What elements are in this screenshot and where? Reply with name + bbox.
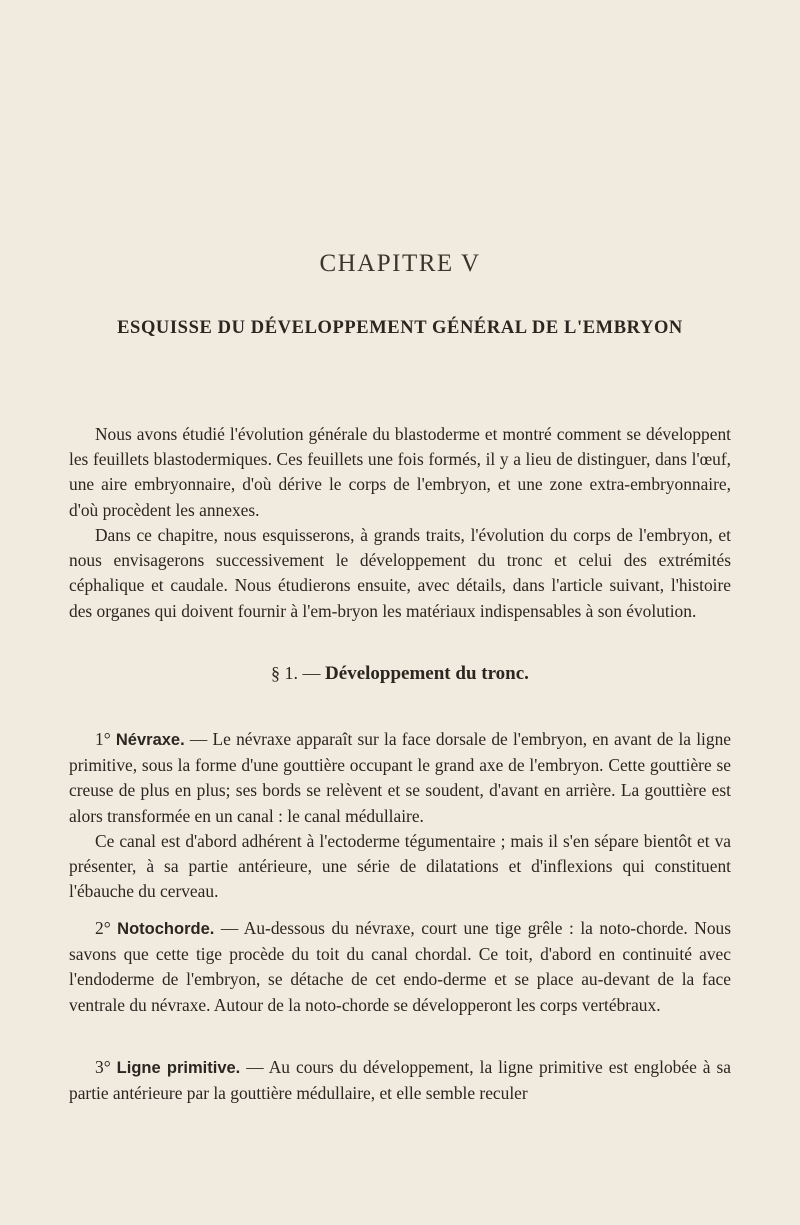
ligne-number: 3° (95, 1057, 111, 1077)
nevraxe-cont-text: Ce canal est d'abord adhérent à l'ectoderme tégumentaire ; mais il s'en sépare bientôt et va présenter, à sa partie antérieure, une série de dilatations et d'inflexions qui constituent l'ébauche du cerveau. (69, 831, 731, 902)
nevraxe-continuation (69, 829, 731, 905)
section-number: § 1. — (271, 663, 321, 683)
intro-paragraph-1 (69, 422, 731, 523)
notochorde-term: Notochorde. (117, 920, 215, 938)
nevraxe-term: Névraxe. (115, 731, 185, 749)
intro-text-2: Dans ce chapitre, nous esquisserons, à grands traits, l'évolution du corps de l'embryon, et nous envisagerons successivement le développement du tronc et celui des extrémités céphalique et caudale. Nous étudierons ensuite, avec détails, dans l'article suivant, l'histoire des organes qui doivent fournir à l'em-bryon les matériaux indispensables à son évolution. (69, 525, 731, 621)
ligne-text: — Au cours du développement, la ligne primitive est englobée à sa partie antérieure par la gouttière médullaire, et elle semble reculer (69, 1057, 731, 1104)
nevraxe-paragraph (69, 727, 731, 829)
chapter-heading: CHAPITRE V (319, 250, 481, 277)
notochorde-paragraph (69, 916, 731, 1018)
ligne-paragraph (69, 1055, 731, 1106)
section-heading (0, 663, 800, 685)
nevraxe-text: — Le névraxe apparaît sur la face dorsale de l'embryon, en avant de la ligne primitive, sous la forme d'une gouttière occupant le grand axe de l'embryon. Cette gouttière se creuse de plus en plus; ses bords se relèvent et se soudent, d'avant en arrière. La gouttière est alors transformée en un canal : le canal médullaire. (69, 729, 731, 826)
ligne-term: Ligne primitive. (116, 1059, 241, 1077)
notochorde-number: 2° (95, 918, 111, 938)
intro-paragraph-2 (69, 523, 731, 624)
chapter-title: ESQUISSE DU DÉVELOPPEMENT GÉNÉRAL DE L'EMBRYON (117, 318, 683, 338)
notochorde-text: — Au-dessous du névraxe, court une tige grêle : la noto-chorde. Nous savons que cette tige procède du toit du canal chordal. Ce toit, d'abord en continuité avec l'endoderme de l'embryon, se détache de cet endo-derme et se place au-devant de la face ventrale du névraxe. Autour de la noto-chorde se développeront les corps vertébraux. (69, 918, 731, 1015)
section-title: Développement du tronc. (325, 663, 529, 684)
intro-text-1: Nous avons étudié l'évolution générale du blastoderme et montré comment se développent les feuillets blastodermiques. Ces feuillets une fois formés, il y a lieu de distinguer, dans l'œuf, une aire embryonnaire, d'où dérive le corps de l'embryon, et une zone extra-embryonnaire, d'où procèdent les annexes. (69, 424, 731, 520)
nevraxe-number: 1° (95, 729, 111, 749)
